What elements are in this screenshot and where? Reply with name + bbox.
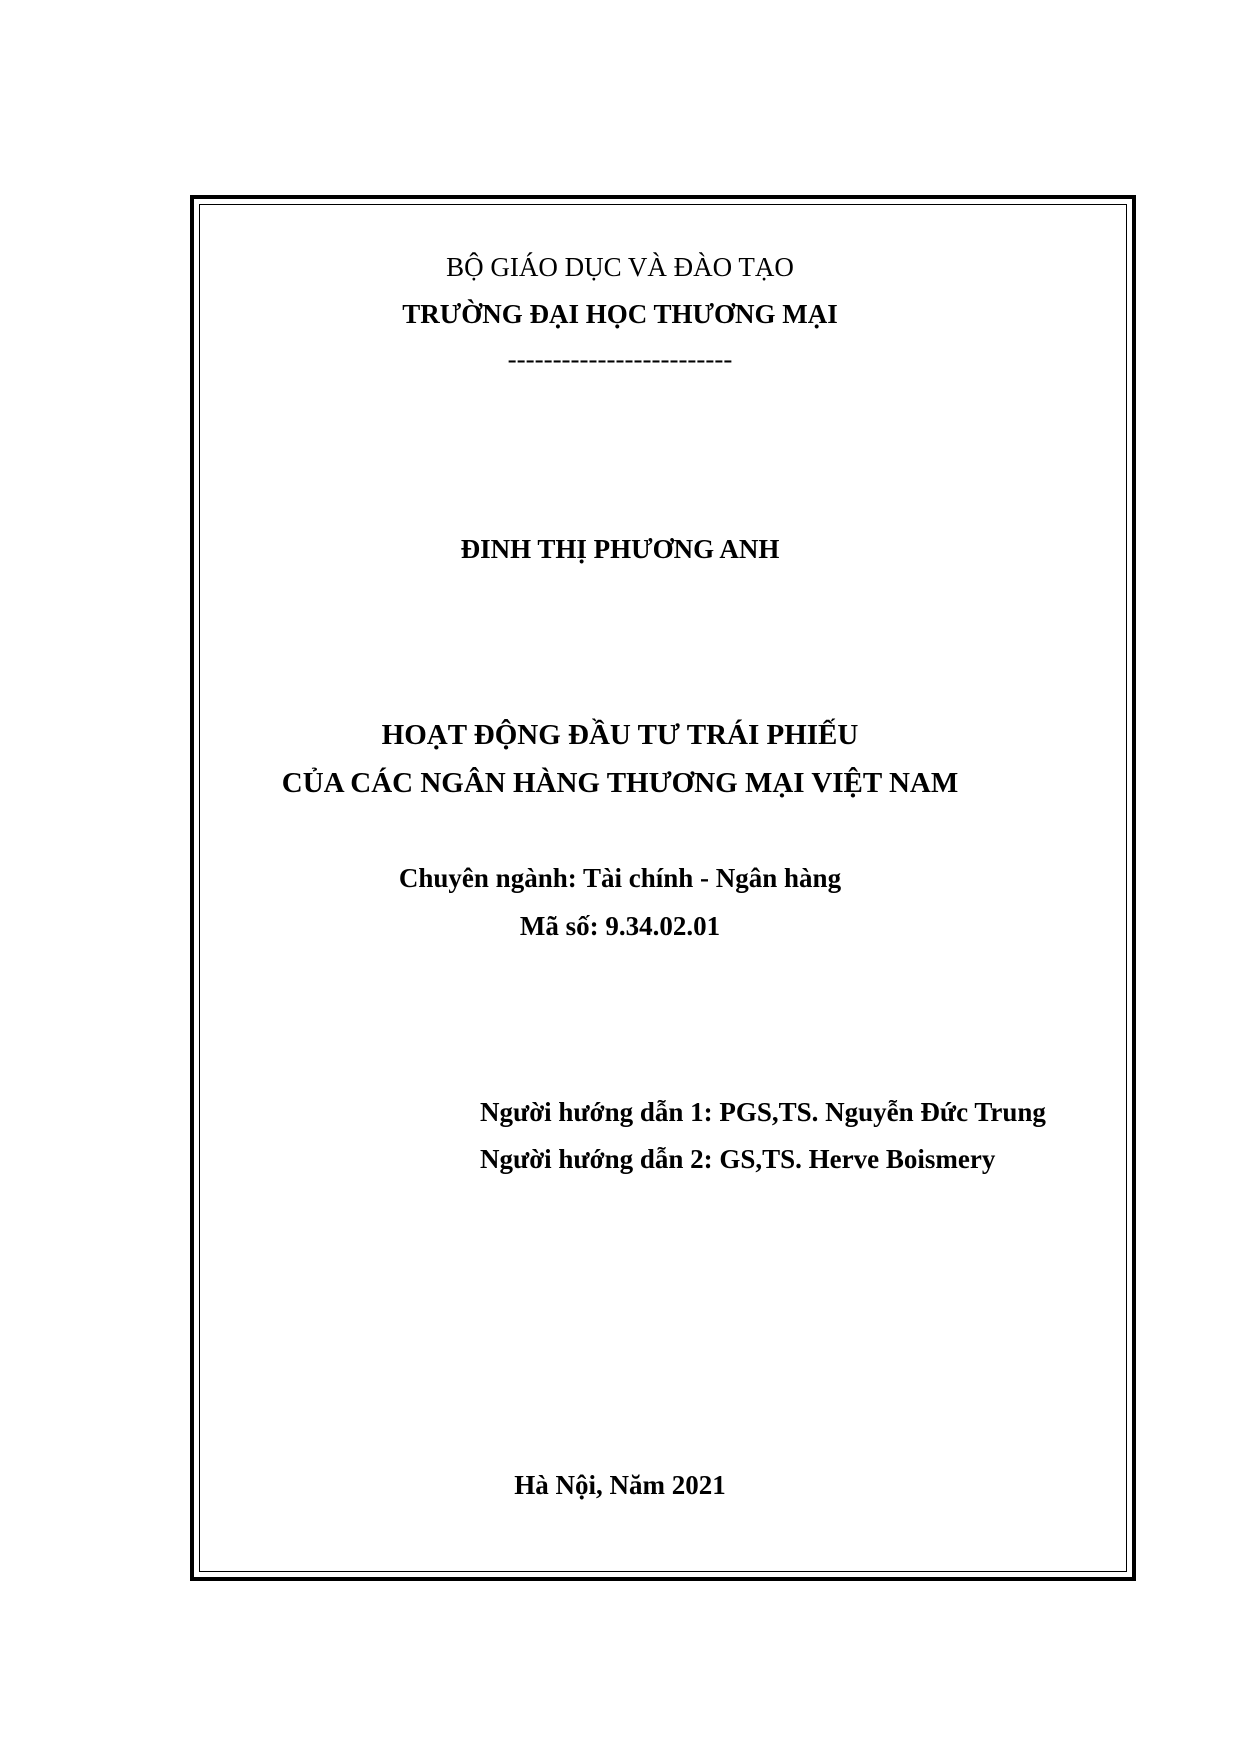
specialization: Chuyên ngành: Tài chính - Ngân hàng — [398, 863, 842, 893]
supervisor-1: Người hướng dẫn 1: PGS,TS. Nguyễn Đức Trung — [480, 1097, 1046, 1127]
place-and-year: Hà Nội, Năm 2021 — [514, 1470, 726, 1500]
thesis-title-line-1: HOẠT ĐỘNG ĐẦU TƯ TRÁI PHIẾU — [381, 719, 859, 751]
university-name: TRƯỜNG ĐẠI HỌC THƯƠNG MẠI — [402, 299, 838, 329]
author-name: ĐINH THỊ PHƯƠNG ANH — [460, 534, 780, 564]
thesis-title-line-2: CỦA CÁC NGÂN HÀNG THƯƠNG MẠI VIỆT NAM — [281, 767, 959, 799]
header-divider: ------------------------- — [507, 344, 733, 374]
supervisor-2: Người hướng dẫn 2: GS,TS. Herve Boismery — [480, 1144, 996, 1174]
ministry-name: BỘ GIÁO DỤC VÀ ĐÀO TẠO — [446, 252, 794, 282]
major-code: Mã số: 9.34.02.01 — [519, 911, 721, 941]
